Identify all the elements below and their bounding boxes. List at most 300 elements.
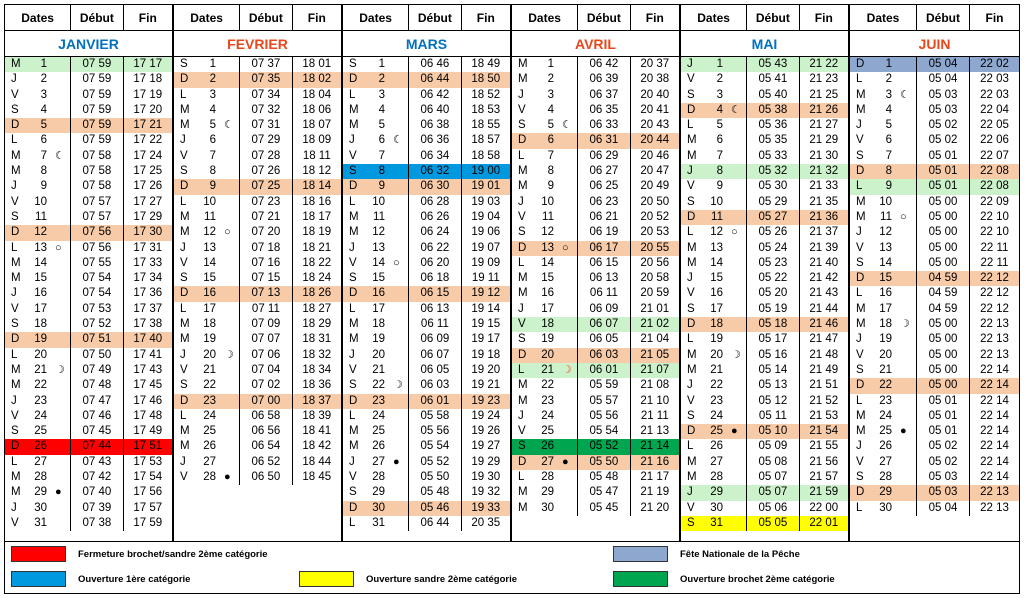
day-row — [5, 271, 172, 286]
weekday-letter: D — [180, 287, 189, 300]
sunrise-time: 06 21 — [578, 210, 630, 225]
sunrise-time: 07 53 — [71, 302, 123, 317]
day-number: 6 — [885, 134, 892, 147]
sunrise-time: 07 57 — [71, 195, 123, 210]
day-number: 11 — [373, 210, 385, 223]
sunrise-time: 06 29 — [578, 149, 630, 164]
day-number: 18 — [203, 318, 216, 331]
sunset-time: 21 49 — [809, 363, 839, 376]
day-row — [343, 164, 510, 179]
day-cell — [512, 348, 578, 363]
sunset-time: 18 34 — [302, 363, 332, 376]
sunrise-time: 07 26 — [240, 164, 292, 179]
weekday-letter: M — [11, 379, 21, 392]
day-cell — [681, 88, 747, 103]
day-row — [850, 348, 1019, 363]
sunset-time: 21 52 — [809, 394, 839, 407]
day-cell — [174, 409, 240, 424]
day-number: 14 — [203, 256, 216, 269]
day-cell — [850, 241, 917, 256]
weekday-letter: J — [11, 501, 17, 514]
weekday-letter: M — [687, 134, 697, 147]
sunset-time: 21 36 — [800, 210, 848, 225]
day-row — [512, 394, 679, 409]
day-row — [174, 424, 341, 439]
weekday-letter: D — [11, 333, 20, 346]
day-row — [174, 179, 341, 194]
sunrise-time: 05 33 — [747, 149, 799, 164]
sunset-time: 22 07 — [980, 149, 1009, 162]
full-moon-icon: ○ — [224, 226, 231, 239]
sunrise-time: 05 08 — [747, 455, 799, 470]
sunset-time: 22 02 — [970, 57, 1019, 72]
sunset-time: 18 39 — [302, 409, 332, 422]
sunrise-time: 05 00 — [917, 195, 970, 210]
day-number: 11 — [35, 210, 47, 223]
sunset-time: 17 31 — [133, 241, 163, 254]
weekday-letter: L — [180, 88, 187, 101]
day-number: 6 — [716, 134, 723, 147]
weekday-letter: V — [518, 210, 526, 223]
day-cell — [5, 57, 71, 72]
weekday-letter: D — [349, 501, 358, 514]
sunset-time: 21 26 — [800, 103, 848, 118]
month-column-juin — [850, 5, 1019, 541]
sunrise-time: 07 35 — [240, 72, 292, 87]
day-row — [5, 302, 172, 317]
sunset-time: 17 46 — [133, 394, 163, 407]
day-row — [512, 455, 679, 470]
day-number: 26 — [34, 440, 47, 453]
day-row — [850, 57, 1019, 72]
day-row — [850, 179, 1019, 194]
day-number: 3 — [716, 88, 723, 101]
day-row — [174, 72, 341, 87]
day-number: 13 — [372, 241, 385, 254]
header-dates: Dates — [5, 5, 71, 30]
day-row — [174, 286, 341, 301]
day-number: 24 — [203, 409, 216, 422]
day-number: 2 — [547, 73, 554, 86]
weekday-letter: S — [687, 302, 695, 315]
weekday-letter: M — [349, 226, 359, 239]
day-row — [850, 271, 1019, 286]
day-row — [5, 210, 172, 225]
day-number: 28 — [34, 471, 47, 484]
day-row — [174, 409, 341, 424]
sunrise-time: 06 15 — [578, 256, 630, 271]
day-cell — [5, 271, 71, 286]
day-number: 15 — [879, 272, 892, 285]
sunrise-time: 06 30 — [409, 179, 461, 194]
weekday-letter: M — [180, 119, 190, 132]
day-cell — [681, 485, 747, 500]
day-cell — [512, 378, 578, 393]
day-row — [5, 256, 172, 271]
sunrise-time: 05 06 — [747, 501, 799, 516]
day-cell — [681, 317, 747, 332]
day-cell — [5, 332, 71, 347]
day-row — [343, 133, 510, 148]
day-number: 26 — [203, 440, 216, 453]
day-cell — [850, 394, 917, 409]
sunrise-time: 06 36 — [409, 133, 461, 148]
day-row — [681, 516, 848, 531]
weekday-letter: J — [180, 455, 186, 468]
day-number: 12 — [879, 226, 892, 239]
sunrise-time: 06 07 — [578, 317, 630, 332]
day-number: 30 — [34, 501, 47, 514]
sunset-time: 21 35 — [809, 195, 839, 208]
day-row — [850, 302, 1019, 317]
sunset-time: 18 17 — [302, 210, 332, 223]
weekday-letter: M — [856, 318, 866, 331]
day-cell — [5, 256, 71, 271]
day-cell — [681, 409, 747, 424]
day-cell — [343, 439, 409, 454]
day-number: 21 — [879, 363, 892, 376]
day-number: 16 — [203, 287, 216, 300]
weekday-letter: S — [687, 516, 695, 529]
weekday-letter: L — [349, 302, 356, 315]
sunrise-time: 07 29 — [240, 133, 292, 148]
weekday-letter: J — [856, 226, 862, 239]
day-number: 25 — [879, 425, 892, 438]
day-number: 15 — [203, 272, 216, 285]
header-fin: Fin — [138, 11, 157, 25]
sunrise-time: 05 13 — [747, 378, 799, 393]
day-cell — [5, 164, 71, 179]
weekday-letter: L — [687, 333, 694, 346]
sunset-time: 18 07 — [302, 119, 332, 132]
day-cell — [174, 286, 240, 301]
day-number: 20 — [710, 348, 723, 361]
day-cell — [512, 394, 578, 409]
sunset-time: 17 17 — [124, 57, 172, 72]
weekday-letter: M — [349, 210, 359, 223]
sunset-time: 18 53 — [471, 103, 501, 116]
day-row — [343, 210, 510, 225]
sunset-time: 19 12 — [462, 286, 510, 301]
day-row — [850, 210, 1019, 225]
day-cell — [512, 501, 578, 516]
weekday-letter: M — [349, 318, 359, 331]
day-row — [174, 57, 341, 72]
day-cell — [343, 302, 409, 317]
weekday-letter: M — [518, 287, 528, 300]
sunset-time: 20 50 — [640, 195, 670, 208]
day-number: 14 — [710, 256, 723, 269]
sunrise-time: 06 46 — [409, 57, 461, 72]
last-quarter-moon-icon: ☾ — [224, 119, 234, 132]
day-cell — [681, 516, 747, 531]
sunrise-time: 04 59 — [917, 286, 970, 301]
sunset-time: 17 25 — [133, 165, 163, 178]
day-cell — [512, 363, 578, 378]
day-number: 20 — [203, 348, 216, 361]
sunrise-time: 07 18 — [240, 241, 292, 256]
weekday-letter: V — [687, 180, 695, 193]
day-number: 9 — [885, 180, 892, 193]
day-row — [5, 516, 172, 531]
day-number: 17 — [372, 302, 385, 315]
sunrise-time: 05 57 — [578, 394, 630, 409]
day-cell — [850, 409, 917, 424]
sunrise-time: 07 23 — [240, 195, 292, 210]
sunset-time: 18 26 — [293, 286, 341, 301]
weekday-letter: V — [11, 302, 19, 315]
weekday-letter: M — [856, 210, 866, 223]
day-row — [850, 256, 1019, 271]
sunset-time: 17 18 — [133, 73, 163, 86]
day-cell — [681, 256, 747, 271]
weekday-letter: L — [518, 256, 525, 269]
weekday-letter: J — [518, 88, 524, 101]
day-row — [5, 348, 172, 363]
sunrise-time: 07 58 — [71, 149, 123, 164]
weekday-letter: D — [180, 180, 189, 193]
sunset-time: 20 37 — [640, 58, 670, 70]
sunset-time: 17 49 — [133, 425, 163, 438]
sunrise-time: 05 47 — [578, 485, 630, 500]
sunrise-time: 07 02 — [240, 378, 292, 393]
weekday-letter: D — [349, 180, 358, 193]
day-row — [512, 241, 679, 256]
day-row — [5, 225, 172, 240]
sunrise-time: 07 45 — [71, 424, 123, 439]
sunrise-time: 05 02 — [917, 133, 970, 148]
sunset-time: 17 36 — [133, 287, 163, 300]
sunrise-time: 05 27 — [747, 210, 799, 225]
sunrise-time: 05 09 — [747, 439, 799, 454]
full-moon-icon: ○ — [562, 241, 569, 254]
day-row — [681, 439, 848, 454]
day-number: 16 — [710, 287, 723, 300]
sunset-time: 17 19 — [133, 88, 163, 101]
sunset-time: 22 06 — [980, 134, 1009, 147]
day-number: 1 — [378, 58, 385, 70]
sunrise-time: 05 16 — [747, 348, 799, 363]
weekday-letter: J — [687, 272, 693, 285]
sunset-time: 18 06 — [302, 103, 332, 116]
sunrise-time: 06 11 — [578, 286, 630, 301]
day-cell — [174, 149, 240, 164]
day-number: 2 — [209, 73, 216, 86]
day-number: 23 — [710, 394, 723, 407]
day-number: 24 — [372, 409, 385, 422]
weekday-letter: L — [518, 149, 525, 162]
day-row — [174, 455, 341, 470]
day-cell — [343, 118, 409, 133]
weekday-letter: V — [180, 363, 188, 376]
day-cell — [512, 332, 578, 347]
day-cell — [850, 57, 917, 72]
month-name: JANVIER — [5, 31, 172, 57]
sunset-time: 21 30 — [809, 149, 839, 162]
sunrise-time: 05 45 — [578, 501, 630, 516]
day-number: 30 — [541, 501, 554, 514]
new-moon-icon: ● — [224, 471, 231, 484]
day-number: 13 — [541, 241, 554, 254]
day-row — [5, 179, 172, 194]
sunrise-time: 06 44 — [409, 72, 461, 87]
day-cell — [343, 485, 409, 500]
day-row — [343, 271, 510, 286]
sunset-time: 22 09 — [980, 195, 1009, 208]
sunset-time: 19 24 — [471, 409, 501, 422]
weekday-letter: M — [11, 149, 21, 162]
sunset-time: 22 05 — [980, 119, 1009, 132]
sunset-time: 18 52 — [471, 88, 501, 101]
sunrise-time: 06 31 — [578, 133, 630, 148]
day-row — [5, 133, 172, 148]
day-row — [681, 363, 848, 378]
weekday-letter: M — [687, 471, 697, 484]
day-row — [850, 317, 1019, 332]
day-number: 21 — [34, 363, 47, 376]
day-number: 13 — [710, 241, 723, 254]
sunset-time: 22 14 — [980, 394, 1009, 407]
day-row — [5, 164, 172, 179]
day-number: 7 — [547, 149, 554, 162]
sunset-time: 22 13 — [980, 348, 1009, 361]
sunrise-time: 05 02 — [917, 439, 970, 454]
day-row — [5, 286, 172, 301]
sunset-time: 18 49 — [471, 58, 501, 70]
weekday-letter: M — [11, 486, 21, 499]
day-number: 13 — [203, 241, 216, 254]
day-cell — [174, 103, 240, 118]
weekday-letter: J — [518, 302, 524, 315]
sunrise-time: 05 36 — [747, 118, 799, 133]
day-cell — [174, 225, 240, 240]
month-name: AVRIL — [512, 31, 679, 57]
sunset-time: 17 53 — [133, 455, 163, 468]
legend-label: Fête Nationale de la Pêche — [680, 548, 800, 560]
day-cell — [174, 164, 240, 179]
day-cell — [512, 302, 578, 317]
day-row — [174, 332, 341, 347]
sunset-time: 22 01 — [800, 516, 848, 531]
day-row — [681, 149, 848, 164]
day-row — [5, 195, 172, 210]
day-row — [512, 103, 679, 118]
day-cell — [174, 271, 240, 286]
sunset-time: 18 55 — [471, 119, 501, 132]
weekday-letter: J — [349, 241, 355, 254]
day-cell — [343, 133, 409, 148]
sunrise-time: 06 18 — [409, 271, 461, 286]
day-cell — [681, 149, 747, 164]
sunrise-time: 05 00 — [917, 348, 970, 363]
weekday-letter: M — [518, 379, 528, 392]
weekday-letter: L — [180, 409, 187, 422]
sunset-time: 22 04 — [980, 103, 1009, 116]
sunrise-time: 05 14 — [747, 363, 799, 378]
day-number: 7 — [378, 149, 385, 162]
header-fin: Fin — [645, 11, 664, 25]
sunset-time: 20 43 — [640, 119, 670, 132]
day-cell — [5, 317, 71, 332]
sunset-time: 20 46 — [640, 149, 670, 162]
day-row — [681, 470, 848, 485]
day-row — [174, 317, 341, 332]
sunset-time: 19 23 — [462, 394, 510, 409]
weekday-letter: J — [856, 333, 862, 346]
last-quarter-moon-icon: ☾ — [55, 149, 65, 162]
day-cell — [850, 485, 917, 500]
day-cell — [850, 118, 917, 133]
day-cell — [5, 118, 71, 133]
day-number: 8 — [378, 165, 385, 178]
day-row — [512, 439, 679, 454]
sunset-time: 22 11 — [980, 256, 1009, 269]
sunset-time: 21 42 — [809, 272, 839, 285]
sunset-time: 20 40 — [640, 88, 670, 101]
day-number: 24 — [879, 409, 892, 422]
day-number: 4 — [547, 103, 554, 116]
sunrise-time: 05 48 — [578, 470, 630, 485]
day-number: 6 — [40, 134, 47, 147]
weekday-letter: M — [518, 165, 528, 178]
sunrise-time: 07 21 — [240, 210, 292, 225]
sunrise-time: 06 23 — [578, 195, 630, 210]
sunrise-time: 06 40 — [409, 103, 461, 118]
day-row — [174, 241, 341, 256]
day-number: 28 — [710, 471, 723, 484]
day-row — [681, 485, 848, 500]
weekday-letter: J — [349, 348, 355, 361]
sunset-time: 19 26 — [471, 425, 501, 438]
day-number: 2 — [885, 73, 892, 86]
weekday-letter: J — [518, 409, 524, 422]
day-cell — [5, 195, 71, 210]
legend-item-fermeture — [11, 546, 268, 562]
month-name: MARS — [343, 31, 510, 57]
day-number: 31 — [372, 516, 385, 529]
sunrise-time: 06 13 — [578, 271, 630, 286]
weekday-letter: S — [518, 119, 526, 132]
day-row — [5, 57, 172, 72]
sunrise-time: 07 20 — [240, 225, 292, 240]
weekday-letter: V — [687, 73, 695, 86]
sunrise-time: 05 01 — [917, 179, 970, 194]
day-row — [512, 164, 679, 179]
header-dates: Dates — [681, 5, 747, 30]
day-row — [512, 210, 679, 225]
weekday-letter: J — [349, 134, 355, 147]
day-number: 9 — [40, 180, 47, 193]
sunset-time: 21 47 — [809, 333, 839, 346]
weekday-letter: L — [687, 226, 694, 239]
day-number: 17 — [541, 302, 554, 315]
day-cell — [343, 409, 409, 424]
sunset-time: 21 25 — [809, 88, 839, 101]
day-number: 28 — [541, 471, 554, 484]
sunrise-time: 06 22 — [409, 241, 461, 256]
weekday-letter: J — [180, 134, 186, 147]
sunrise-time: 07 16 — [240, 256, 292, 271]
day-cell — [5, 501, 71, 516]
day-row — [681, 179, 848, 194]
sunset-time: 21 57 — [809, 471, 839, 484]
sunrise-time: 07 15 — [240, 271, 292, 286]
day-cell — [5, 394, 71, 409]
sunrise-time: 06 56 — [240, 424, 292, 439]
header-debut: Début — [917, 5, 970, 30]
sunset-time: 19 33 — [462, 501, 510, 516]
sunrise-time: 07 37 — [240, 57, 292, 72]
